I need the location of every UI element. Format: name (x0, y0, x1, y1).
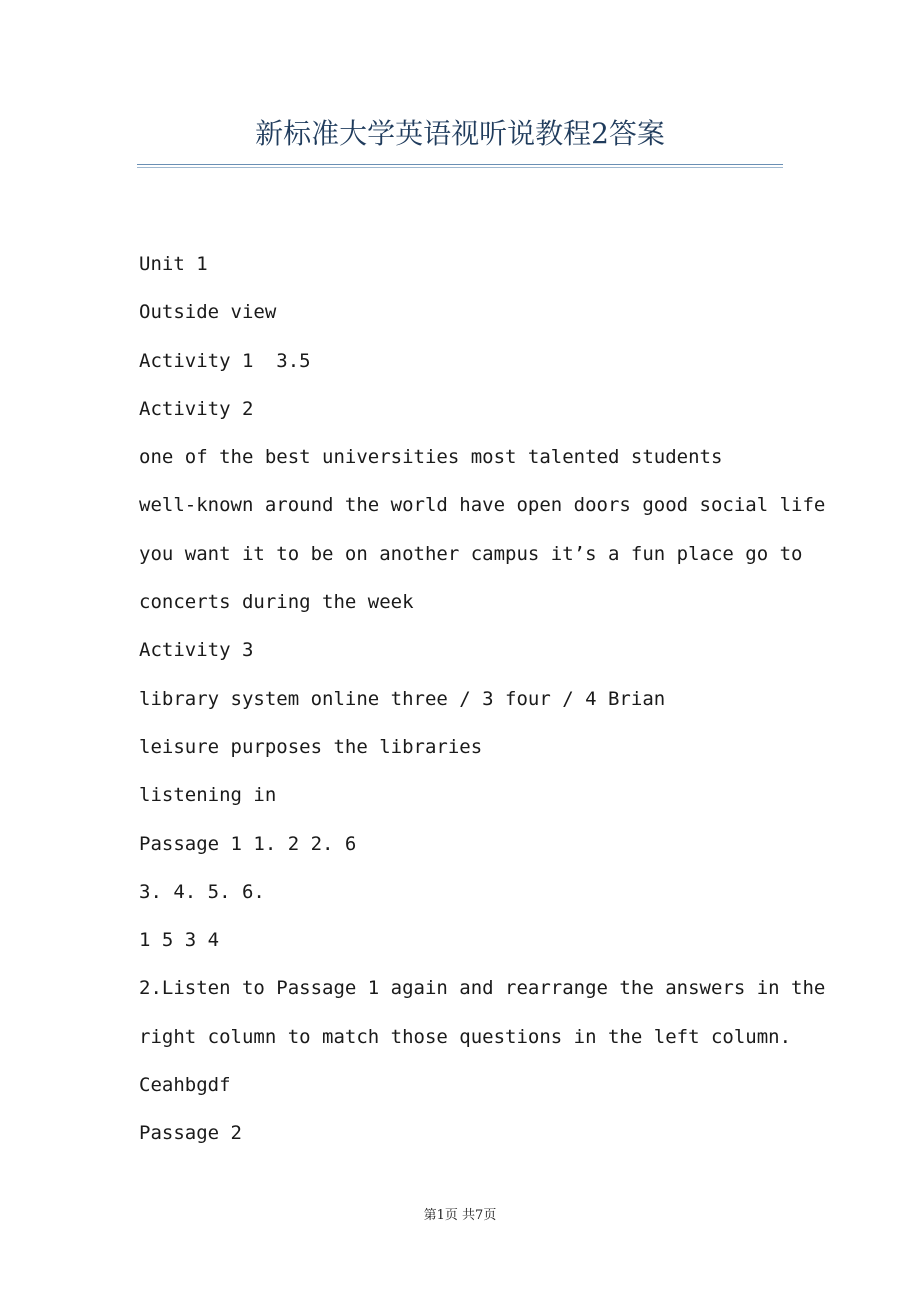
text-line: right column to match those questions in the left column. (139, 1025, 792, 1048)
text-line: library system online three / 3 four / 4 Brian (139, 687, 666, 710)
text-line: Passage 2 (139, 1122, 242, 1145)
text-line: you want it to be on another campus it’s a fun place go to (139, 542, 803, 565)
page-footer: 第1页 共7页 (423, 1208, 497, 1223)
title-divider-secondary (137, 167, 783, 168)
text-line: 3. 4. 5. 6. (139, 880, 265, 903)
text-line: Outside view (139, 301, 277, 324)
text-line: leisure purposes the libraries (139, 735, 483, 758)
text-line: Passage 1 1. 2 2. 6 (139, 832, 357, 855)
text-line: concerts during the week (139, 591, 414, 614)
document-body (139, 240, 826, 1158)
text-line: Activity 1 3.5 (139, 349, 311, 372)
text-line: well-known around the world have open doors good social life (139, 494, 826, 517)
text-line: Ceahbgdf (139, 1074, 231, 1097)
text-line: Unit 1 (139, 253, 208, 275)
text-line: one of the best universities most talented students (139, 446, 723, 469)
title-divider (137, 164, 783, 165)
text-line: Activity 3 (139, 639, 254, 662)
text-line: 2.Listen to Passage 1 again and rearrange the answers in the (139, 977, 826, 1000)
text-line: listening in (139, 784, 277, 807)
text-line: Activity 2 (139, 397, 254, 420)
text-line: 1 5 3 4 (139, 929, 220, 952)
page-title: 新标准大学英语视听说教程2答案 (255, 117, 665, 150)
